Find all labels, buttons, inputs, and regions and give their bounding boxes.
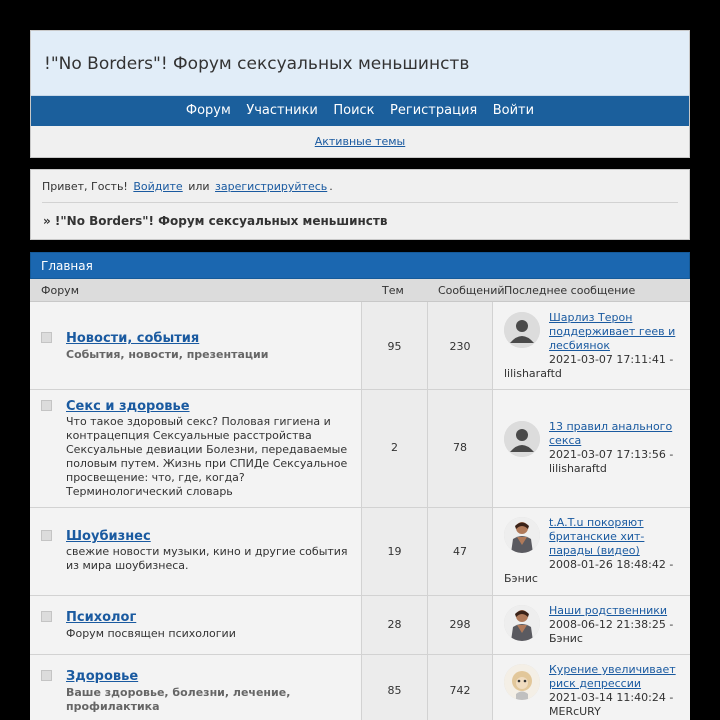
last-post-link[interactable]: 13 правил анального секса bbox=[549, 420, 673, 447]
forum-row bbox=[30, 655, 690, 720]
forum-row bbox=[30, 508, 690, 596]
login-link[interactable]: Войдите bbox=[133, 180, 183, 193]
topics-cell bbox=[361, 596, 427, 654]
topics-count: 95 bbox=[387, 340, 402, 353]
forum-status-icon bbox=[41, 670, 52, 681]
user-photo-icon bbox=[504, 517, 540, 553]
default-avatar-icon bbox=[504, 421, 540, 457]
col-forum: Форум bbox=[41, 284, 79, 297]
default-avatar-icon bbox=[504, 312, 540, 348]
nav-forum-link[interactable]: Форум bbox=[185, 103, 231, 118]
posts-cell bbox=[427, 390, 492, 507]
or-text: или bbox=[188, 180, 210, 193]
last-post-link[interactable]: t.A.T.u покоряют британские хит-парады (видео) bbox=[549, 516, 645, 557]
last-post-author: Бэнис bbox=[549, 632, 583, 645]
forum-link[interactable]: Секс и здоровье bbox=[66, 399, 190, 414]
forum-status-icon bbox=[41, 611, 52, 622]
forum-status-icon bbox=[41, 332, 52, 343]
topics-count: 85 bbox=[387, 684, 402, 697]
col-last-post: Последнее сообщение bbox=[504, 284, 636, 297]
column-headers bbox=[30, 279, 690, 302]
category-title: Главная bbox=[30, 252, 690, 279]
topics-count: 28 bbox=[387, 618, 402, 631]
last-post-cell bbox=[492, 508, 690, 595]
posts-count: 298 bbox=[449, 618, 471, 631]
forum-link[interactable]: Здоровье bbox=[66, 669, 139, 684]
nav-login-link[interactable]: Войти bbox=[492, 103, 535, 118]
welcome-box bbox=[30, 169, 690, 240]
nav-search-link[interactable]: Поиск bbox=[333, 103, 375, 118]
forum-row bbox=[30, 390, 690, 508]
forum-category bbox=[30, 252, 690, 720]
greeting bbox=[42, 180, 333, 193]
forum-status-icon bbox=[41, 530, 52, 541]
posts-count: 47 bbox=[453, 545, 467, 558]
topics-cell bbox=[361, 655, 427, 720]
last-post-author: Бэнис bbox=[504, 572, 538, 585]
last-post-date: 2021-03-07 17:11:41 - bbox=[549, 353, 674, 366]
forum-row bbox=[30, 596, 690, 655]
nav-members-link[interactable]: Участники bbox=[246, 103, 318, 118]
last-post-author: MERcURY bbox=[549, 705, 601, 718]
col-topics: Тем bbox=[382, 284, 404, 297]
topics-cell bbox=[361, 508, 427, 595]
last-post-cell bbox=[492, 655, 690, 720]
posts-count: 78 bbox=[453, 441, 467, 454]
forum-description: Ваше здоровье, болезни, лечение, профилактика bbox=[66, 686, 291, 713]
forum-header bbox=[30, 30, 690, 158]
register-link[interactable]: зарегистрируйтесь bbox=[215, 180, 328, 193]
last-post-date: 2008-01-26 18:48:42 - bbox=[549, 558, 674, 571]
col-posts: Сообщений bbox=[438, 284, 505, 297]
period-text: . bbox=[329, 180, 333, 193]
posts-count: 230 bbox=[449, 340, 471, 353]
last-post-link[interactable]: Курение увеличивает риск депрессии bbox=[549, 663, 676, 690]
sub-nav bbox=[31, 126, 689, 157]
user-photo-icon bbox=[504, 664, 540, 700]
forum-link[interactable]: Психолог bbox=[66, 610, 137, 625]
forum-link[interactable]: Новости, события bbox=[66, 331, 200, 346]
posts-cell bbox=[427, 655, 492, 720]
topics-cell bbox=[361, 302, 427, 389]
title-bar bbox=[31, 31, 689, 96]
forum-status-icon bbox=[41, 400, 52, 411]
topics-count: 19 bbox=[387, 545, 402, 558]
breadcrumb: » !"No Borders"! Форум сексуальных меньшинств bbox=[43, 214, 388, 228]
site-title: !"No Borders"! Форум сексуальных меньшинств bbox=[44, 54, 470, 74]
user-photo-icon bbox=[504, 605, 540, 641]
forum-row bbox=[30, 302, 690, 390]
posts-cell bbox=[427, 302, 492, 389]
last-post-date: 2021-03-14 11:40:24 - bbox=[549, 691, 674, 704]
last-post-cell bbox=[492, 390, 690, 507]
last-post-date: 2021-03-07 17:13:56 - bbox=[549, 448, 674, 461]
last-post-cell bbox=[492, 302, 690, 389]
active-topics-link[interactable]: Активные темы bbox=[314, 135, 406, 148]
divider bbox=[42, 202, 678, 203]
topics-cell bbox=[361, 390, 427, 507]
forum-link[interactable]: Шоубизнес bbox=[66, 529, 151, 544]
nav-register-link[interactable]: Регистрация bbox=[390, 103, 478, 118]
posts-cell bbox=[427, 596, 492, 654]
forum-description: События, новости, презентации bbox=[66, 348, 269, 361]
forum-description: Форум посвящен психологии bbox=[66, 627, 236, 640]
last-post-author: lilisharaftd bbox=[549, 462, 607, 475]
last-post-cell bbox=[492, 596, 690, 654]
last-post-author: lilisharaftd bbox=[504, 367, 562, 380]
greeting-text: Привет, Гость! bbox=[42, 180, 128, 193]
topics-count: 2 bbox=[391, 441, 398, 454]
last-post-date: 2008-06-12 21:38:25 - bbox=[549, 618, 674, 631]
posts-count: 742 bbox=[449, 684, 471, 697]
forum-description: Что такое здоровый секс? Половая гигиена и контрацепция Сексуальные расстройства Сексуальные девиации Болезни, передаваемые половым путем. Жизнь при СПИДе Сексуальное просвещение: что, где, когда? Терминологический словарь bbox=[66, 415, 348, 498]
last-post-link[interactable]: Наши родственники bbox=[549, 604, 668, 617]
last-post-link[interactable]: Шарлиз Терон поддерживает геев и лесбиянок bbox=[549, 311, 676, 352]
main-nav bbox=[31, 96, 689, 126]
forum-description: свежие новости музыки, кино и другие события из мира шоубизнеса. bbox=[66, 545, 348, 572]
posts-cell bbox=[427, 508, 492, 595]
